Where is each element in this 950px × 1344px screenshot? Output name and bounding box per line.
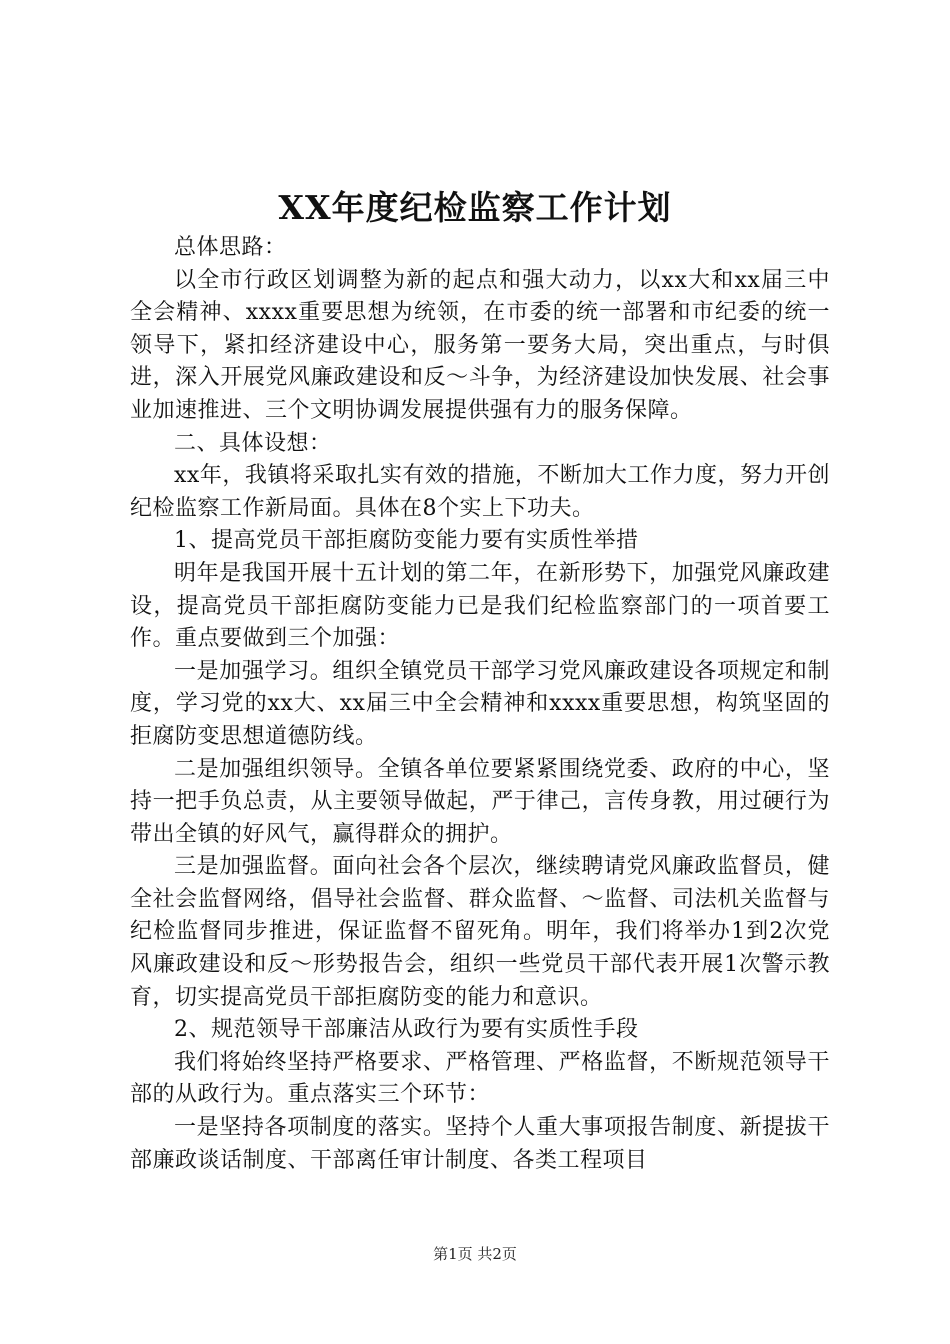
paragraph: 我们将始终坚持严格要求、严格管理、严格监督，不断规范领导干部的从政行为。重点落实三个环节：	[130, 1049, 830, 1108]
paragraph: xx年，我镇将采取扎实有效的措施，不断加大工作力度，努力开创纪检监察工作新局面。具体在8个实上下功夫。	[130, 463, 830, 521]
document-body	[130, 232, 830, 1177]
paragraph: 2、规范领导干部廉洁从政行为要有实质性手段	[174, 1017, 639, 1043]
document-title: XX年度纪检监察工作计划	[278, 188, 672, 227]
paragraph: 总体思路：	[174, 235, 287, 260]
paragraph: 明年是我国开展十五计划的第二年，在新形势下，加强党风廉政建设，提高党员干部拒腐防变能力已是我们纪检监察部门的一项首要工作。重点要做到三个加强：	[130, 560, 830, 652]
paragraph: 1、提高党员干部拒腐防变能力要有实质性举措	[174, 528, 639, 554]
paragraph: 二是加强组织领导。全镇各单位要紧紧围绕党委、政府的中心，坚持一把手负总责，从主要领导做起，严于律己，言传身教，用过硬行为带出全镇的好风气，赢得群众的拥护。	[130, 756, 830, 847]
page-number: 第1页 共2页	[433, 1245, 517, 1263]
paragraph: 三是加强监督。面向社会各个层次，继续聘请党风廉政监督员，健全社会监督网络，倡导社会监督、群众监督、～监督、司法机关监督与纪检监督同步推进，保证监督不留死角。明年，我们将举办1到2次党风廉政建设和反～形势报告会，组织一些党员干部代表开展1次警示教育，切实提高党员干部拒腐防变的能力和意识。	[130, 854, 830, 1010]
paragraph: 以全市行政区划调整为新的起点和强大动力，以xx大和xx届三中全会精神、xxxx重要思想为统领，在市委的统一部署和市纪委的统一领导下，紧扣经济建设中心，服务第一要务大局，突出重点，与时俱进，深入开展党风廉政建设和反～斗争，为经济建设加快发展、社会事业加速推进、三个文明协调发展提供强有力的服务保障。	[130, 267, 830, 423]
paragraph: 二、具体设想：	[174, 430, 332, 456]
paragraph: 一是加强学习。组织全镇党员干部学习党风廉政建设各项规定和制度，学习党的xx大、xx届三中全会精神和xxxx重要思想，构筑坚固的拒腐防变思想道德防线。	[130, 658, 830, 749]
paragraph: 一是坚持各项制度的落实。坚持个人重大事项报告制度、新提拔干部廉政谈话制度、干部离任审计制度、各类工程项目	[130, 1115, 830, 1173]
